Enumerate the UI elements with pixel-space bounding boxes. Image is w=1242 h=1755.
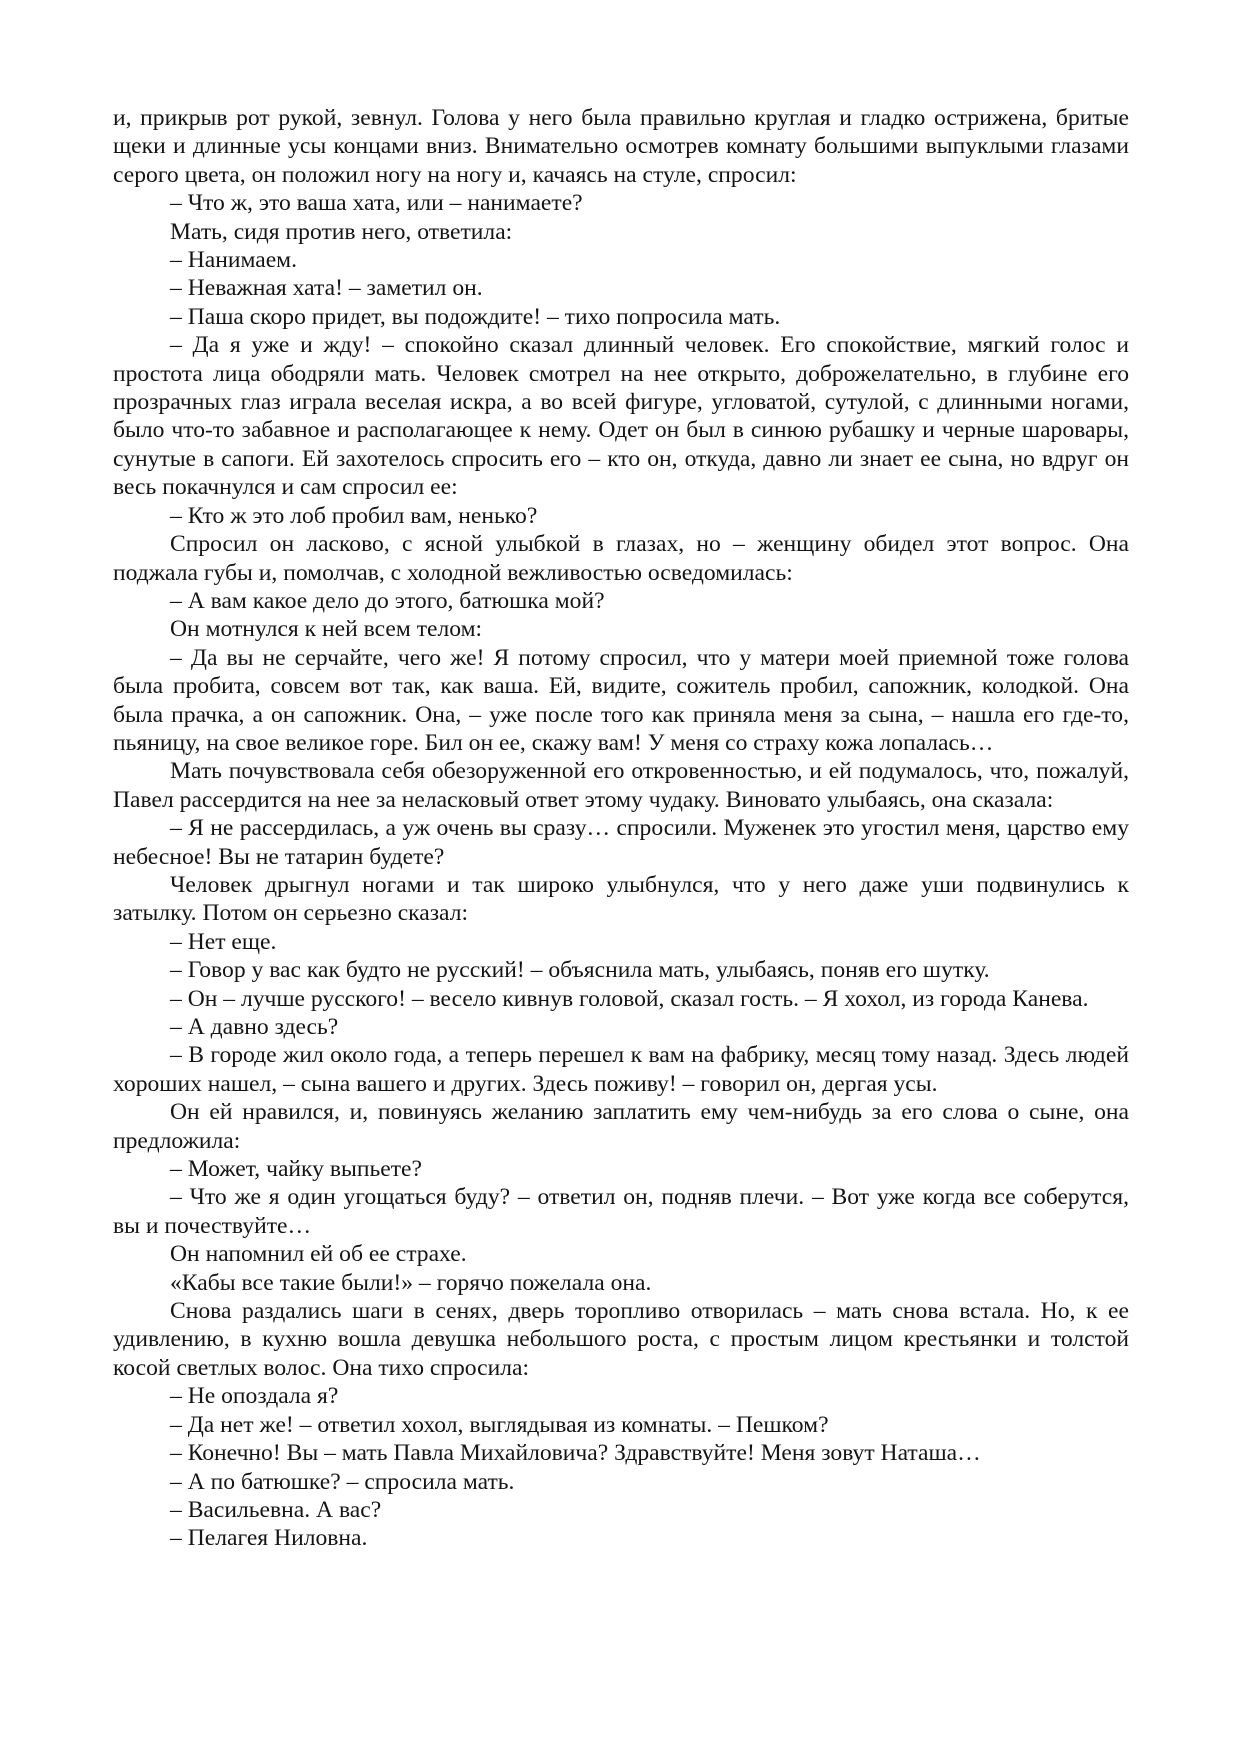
document-page [113, 104, 1129, 1553]
paragraph: – Я не рассердилась, а уж очень вы сразу… спросили. Муженек это угостил меня, царство ему небесное! Вы не татарин будете? [113, 815, 1129, 870]
paragraph: Спросил он ласково, с ясной улыбкой в глазах, но – женщину обидел этот вопрос. Она поджала губы и, помолчав, с холодной вежливостью осведомилась: [113, 531, 1129, 586]
paragraph: – А по батюшке? – спросила мать. [170, 1468, 515, 1495]
paragraph: – Нет еще. [170, 928, 277, 955]
paragraph: Он мотнулся к ней всем телом: [170, 616, 483, 643]
paragraph: – Может, чайку выпьете? [170, 1156, 422, 1183]
paragraph: – А вам какое дело до этого, батюшка мой? [170, 587, 605, 614]
paragraph: – Да я уже и жду! – спокойно сказал длинный человек. Его спокойствие, мягкий голос и простота лица ободряли мать. Человек смотрел на нее открыто, доброжелательно, в глубине его прозрачных глаз играла веселая искра, а во всей фигуре, угловатой, сутулой, с длинными ногами, было что-то забавное и располагающее к нему. Одет он был в синюю рубашку и черные шаровары, сунутые в сапоги. Ей захотелось спросить его – кто он, откуда, давно ли знает ее сына, но вдруг он весь покачнулся и сам спросил ее: [113, 332, 1129, 501]
paragraph: – Васильевна. А вас? [170, 1496, 382, 1523]
paragraph: – В городе жил около года, а теперь перешел к вам на фабрику, месяц тому назад. Здесь людей хороших нашел, – сына вашего и других. Здесь поживу! – говорил он, дергая усы. [113, 1042, 1129, 1097]
paragraph: – Да вы не серчайте, чего же! Я потому спросил, что у матери моей приемной тоже голова была пробита, совсем вот так, как ваша. Ей, видите, сожитель пробил, сапожник, колодкой. Она была прачка, а он сапожник. Она, – уже после того как приняла меня за сына, – нашла его где-то, пьяницу, на свое великое горе. Бил он ее, скажу вам! У меня со страху кожа лопалась… [113, 644, 1129, 756]
paragraph: Мать почувствовала себя обезоруженной его откровенностью, и ей подумалось, что, пожалуй, Павел рассердится на нее за неласковый ответ этому чудаку. Виновато улыбаясь, она сказала: [113, 758, 1129, 813]
paragraph: – Неважная хата! – заметил он. [170, 275, 483, 302]
paragraph: и, прикрыв рот рукой, зевнул. Голова у него была правильно круглая и гладко острижена, бритые щеки и длинные усы концами вниз. Внимательно осмотрев комнату большими выпуклыми глазами серого цвета, он положил ногу на ногу и, качаясь на стуле, спросил: [113, 105, 1129, 188]
paragraph: – Паша скоро придет, вы подождите! – тихо попросила мать. [170, 303, 781, 330]
paragraph: – Что ж, это ваша хата, или – нанимаете? [170, 190, 583, 217]
paragraph: Снова раздались шаги в сенях, дверь торопливо отворилась – мать снова встала. Но, к ее удивлению, в кухню вошла девушка небольшого роста, с простым лицом крестьянки и толстой косой светлых волос. Она тихо спросила: [113, 1298, 1129, 1381]
paragraph: – Кто ж это лоб пробил вам, ненько? [170, 502, 538, 529]
paragraph: – Говор у вас как будто не русский! – объяснила мать, улыбаясь, поняв его шутку. [170, 957, 990, 984]
paragraph: – Нанимаем. [170, 247, 298, 274]
paragraph: – А давно здесь? [170, 1014, 339, 1040]
paragraph: – Да нет же! – ответил хохол, выглядывая из комнаты. – Пешком? [170, 1411, 829, 1438]
paragraph: Он ей нравился, и, повинуясь желанию заплатить ему чем-нибудь за его слова о сыне, она предложила: [113, 1099, 1129, 1154]
paragraph: – Пелагея Ниловна. [170, 1525, 368, 1552]
paragraph: – Он – лучше русского! – весело кивнув головой, сказал гость. – Я хохол, из города Канева. [170, 985, 1089, 1012]
paragraph: Человек дрыгнул ногами и так широко улыбнулся, что у него даже уши подвинулись к затылку. Потом он серьезно сказал: [113, 871, 1129, 927]
paragraph: «Кабы все такие были!» – горячо пожелала она. [170, 1269, 652, 1296]
paragraph: – Не опоздала я? [170, 1383, 339, 1410]
paragraph: – Конечно! Вы – мать Павла Михайловича? Здравствуйте! Меня зовут Наташа… [170, 1440, 981, 1467]
paragraph: Мать, сидя против него, ответила: [170, 218, 513, 245]
paragraph: Он напомнил ей об ее страхе. [170, 1241, 467, 1268]
paragraph: – Что же я один угощаться буду? – ответил он, подняв плечи. – Вот уже когда все соберутся, вы и почествуйте… [113, 1184, 1129, 1239]
